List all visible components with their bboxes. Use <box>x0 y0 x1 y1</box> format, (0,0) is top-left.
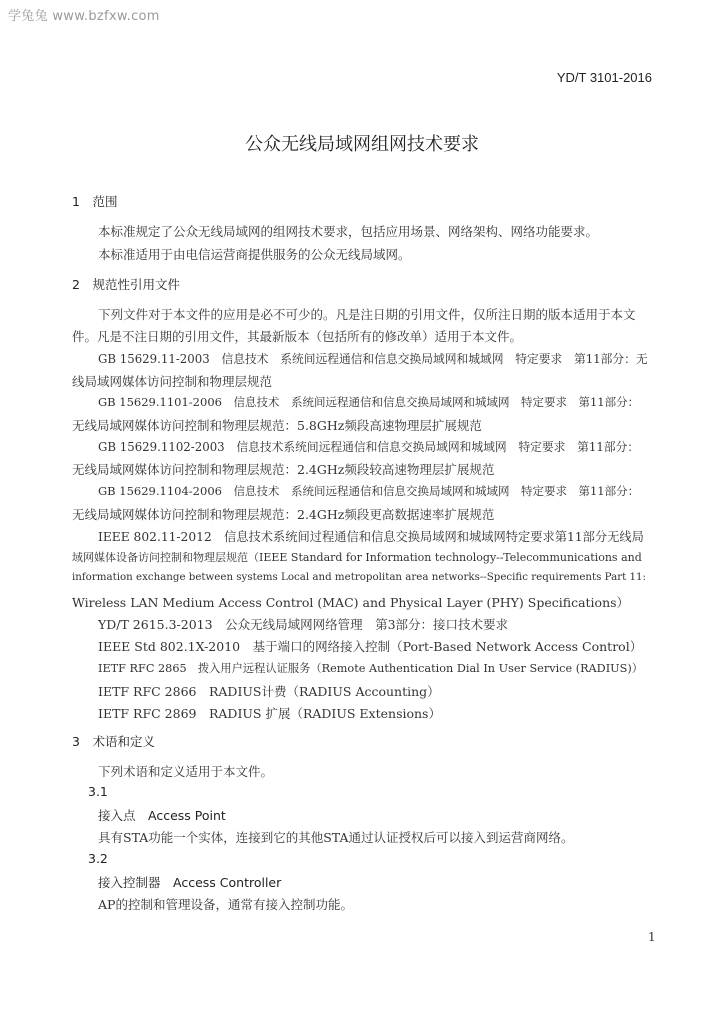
reference-item: 无线局域网媒体访问控制和物理层规范：2.4GHz频段较高速物理层扩展规范 <box>72 462 495 477</box>
section-1-paragraph: 本标准规定了公众无线局域网的组网技术要求，包括应用场景、网络架构、网络功能要求。 <box>98 224 599 239</box>
reference-item: GB 15629.11-2003 信息技术 系统间远程通信和信息交换局域网和城域网 特定要求 第11部分：无 <box>98 352 648 366</box>
reference-item: IETF RFC 2866 RADIUS计费（RADIUS Accounting） <box>98 684 440 699</box>
section-3-intro: 下列术语和定义适用于本文件。 <box>98 764 274 779</box>
reference-item: IETF RFC 2865 拨入用户远程认证服务（Remote Authentication Dial In User Service (RADIUS)） <box>98 662 643 675</box>
section-2-intro: 下列文件对于本文件的应用是必不可少的。凡是注日期的引用文件，仅所注日期的版本适用于本文 <box>98 307 636 322</box>
term-title: 接入点 Access Point <box>98 808 226 823</box>
term-definition: 具有STA功能一个实体，连接到它的其他STA通过认证授权后可以接入到运营商网络。 <box>98 830 574 845</box>
document-code: YD/T 3101-2016 <box>556 70 652 85</box>
section-1-paragraph: 本标准适用于由电信运营商提供服务的公众无线局域网。 <box>98 247 411 262</box>
section-3-heading: 3 术语和定义 <box>72 734 155 749</box>
section-2-heading: 2 规范性引用文件 <box>72 277 180 292</box>
reference-item: information exchange between systems Local and metropolitan area networks--Specific requirements Part 11: <box>72 571 646 583</box>
reference-item: GB 15629.1101-2006 信息技术 系统间远程通信和信息交换局域网和城域网 特定要求 第11部分： <box>98 395 640 409</box>
term-number: 3.2 <box>88 851 108 866</box>
section-2-intro: 件。凡是不注日期的引用文件，其最新版本（包括所有的修改单）适用于本文件。 <box>72 329 523 344</box>
reference-item: IETF RFC 2869 RADIUS 扩展（RADIUS Extensions） <box>98 706 441 721</box>
reference-item: IEEE Std 802.1X-2010 基于端口的网络接入控制（Port-Based Network Access Control） <box>98 639 643 654</box>
reference-item: YD/T 2615.3-2013 公众无线局域网网络管理 第3部分：接口技术要求 <box>98 617 509 632</box>
reference-item: GB 15629.1102-2003 信息技术系统间远程通信和信息交换局域网和城域网 特定要求 第11部分： <box>98 440 640 454</box>
reference-item: 无线局域网媒体访问控制和物理层规范：2.4GHz频段更高数据速率扩展规范 <box>72 507 495 522</box>
watermark-text: 学兔兔 www.bzfxw.com <box>8 9 160 24</box>
page-number: 1 <box>648 930 656 944</box>
reference-item: Wireless LAN Medium Access Control (MAC) and Physical Layer (PHY) Specifications） <box>72 595 630 610</box>
term-title: 接入控制器 Access Controller <box>98 875 282 890</box>
document-title: 公众无线局域网组网技术要求 <box>245 134 479 155</box>
section-1-heading: 1 范围 <box>72 194 118 209</box>
reference-item: IEEE 802.11-2012 信息技术系统间过程通信和信息交换局域网和城域网特定要求第11部分无线局 <box>98 530 644 544</box>
term-definition: AP的控制和管理设备，通常有接入控制功能。 <box>98 897 353 912</box>
reference-item: 无线局域网媒体访问控制和物理层规范：5.8GHz频段高速物理层扩展规范 <box>72 418 482 433</box>
reference-item: GB 15629.1104-2006 信息技术 系统间远程通信和信息交换局域网和城域网 特定要求 第11部分： <box>98 484 640 498</box>
reference-item: 线局域网媒体访问控制和物理层规范 <box>72 374 273 389</box>
reference-item: 域网媒体设备访问控制和物理层规范（IEEE Standard for Information technology--Telecommunications and <box>72 551 642 564</box>
term-number: 3.1 <box>88 784 108 799</box>
